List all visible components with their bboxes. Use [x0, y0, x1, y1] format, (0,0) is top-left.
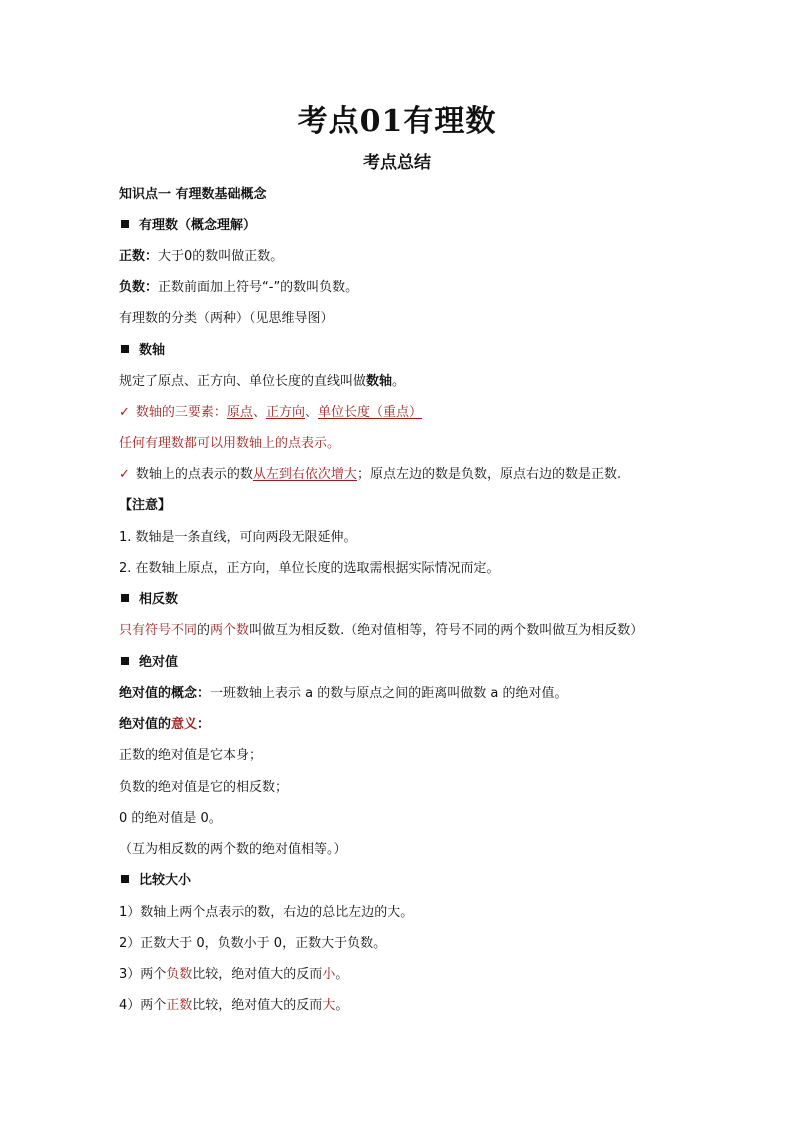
jueduizhi-rule-3: 0 的绝对值是 0。 — [119, 811, 222, 826]
square-bullet-icon — [121, 657, 129, 665]
jueduizhi-concept: 绝对值的概念：一班数轴上表示 a 的数与原点之间的距离叫做数 a 的绝对值。 — [119, 686, 568, 701]
classification-text: 有理数的分类（两种）（见思维导图） — [119, 311, 334, 326]
section-xiangfanshu: 相反数 — [119, 591, 759, 609]
jueduizhi-rule-4: （互为相反数的两个数的绝对值相等。） — [119, 842, 347, 857]
square-bullet-icon — [121, 875, 129, 883]
compare-rule-3: 3）两个负数比较，绝对值大的反而小。 — [119, 967, 349, 982]
three-elements: ✓ 数轴的三要素：原点、正方向、单位长度（重点） — [119, 405, 422, 420]
any-rational-note: 任何有理数都可以用数轴上的点表示。 — [119, 436, 341, 451]
zhengshu-definition: 正数：大于0的数叫做正数。 — [119, 249, 284, 264]
compare-rule-1: 1）数轴上两个点表示的数，右边的总比左边的大。 — [119, 905, 414, 920]
point-order-note: ✓ 数轴上的点表示的数从左到右依次增大；原点左边的数是负数，原点右边的数是正数. — [119, 467, 622, 482]
section-youlishu: 有理数（概念理解） — [119, 217, 759, 235]
compare-rule-4: 4）两个正数比较，绝对值大的反而大。 — [119, 998, 349, 1013]
section-jueduizhi: 绝对值 — [119, 654, 759, 672]
square-bullet-icon — [121, 220, 129, 228]
notice-item-2: 2. 在数轴上原点，正方向，单位长度的选取需根据实际情况而定。 — [119, 561, 500, 576]
notice-item-1: 1. 数轴是一条直线，可向两段无限延伸。 — [119, 530, 357, 545]
xiangfanshu-definition: 只有符号不同的两个数叫做互为相反数.（绝对值相等，符号不同的两个数叫做互为相反数） — [119, 623, 644, 638]
jueduizhi-rule-2: 负数的绝对值是它的相反数； — [119, 780, 289, 795]
square-bullet-icon — [121, 594, 129, 602]
notice-heading: 【注意】 — [119, 498, 172, 513]
jueduizhi-rule-1: 正数的绝对值是它本身； — [119, 748, 263, 763]
jueduizhi-meaning-heading: 绝对值的意义： — [119, 717, 211, 732]
check-mark-icon: ✓ — [119, 405, 130, 420]
fushu-definition: 负数：正数前面加上符号“-”的数叫负数。 — [119, 280, 359, 295]
square-bullet-icon — [121, 345, 129, 353]
check-mark-icon: ✓ — [119, 467, 130, 482]
page-subtitle: 考点总结 — [363, 153, 431, 173]
knowledge-point-heading: 知识点一 有理数基础概念 — [119, 187, 267, 202]
shuzhou-definition: 规定了原点、正方向、单位长度的直线叫做数轴。 — [119, 374, 406, 389]
section-bijiao: 比较大小 — [119, 872, 759, 890]
section-shuzhou: 数轴 — [119, 342, 759, 360]
compare-rule-2: 2）正数大于 0，负数小于 0，正数大于负数。 — [119, 936, 387, 951]
page-title: 考点01有理数 — [297, 104, 497, 139]
